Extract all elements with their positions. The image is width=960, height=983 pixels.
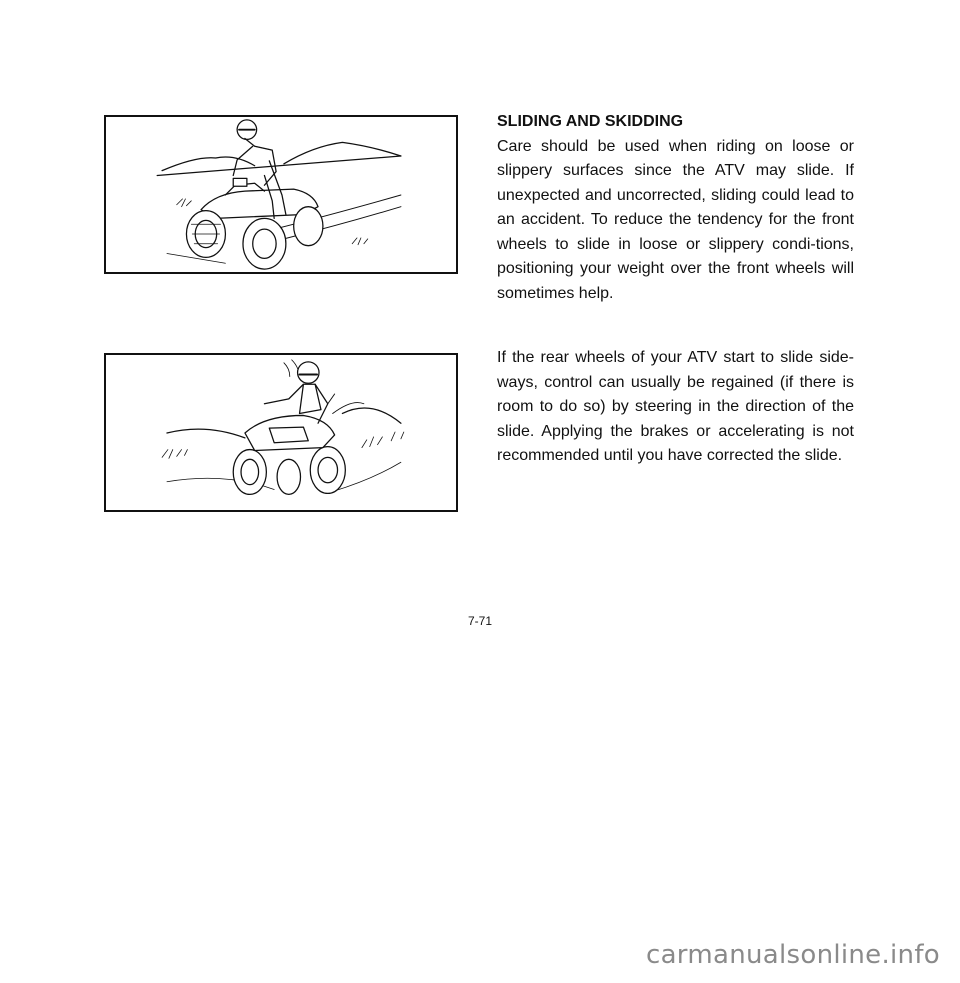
page-number: 7-71 — [467, 614, 493, 628]
watermark-link[interactable]: carmanualsonline.info — [645, 940, 940, 970]
atv-illustration-sideways-slide — [104, 353, 458, 512]
section-body: Care should be used when riding on loose or slippery surfaces since the ATV may slide. If unexpected and uncorrected, sliding could lead to an accident. To reduce the tendency for the front wheels to slide in loose or slippery condi-tions, positioning your weight over the front wheels will sometimes help. — [497, 137, 854, 302]
sliding-and-skidding-section — [497, 110, 854, 306]
rear-wheel-slide-section — [497, 346, 854, 469]
section-heading: SLIDING AND SKIDDING — [497, 113, 684, 130]
atv-illustration-loose-surface — [104, 115, 458, 274]
section-body: If the rear wheels of your ATV start to slide side-ways, control can usually be regained (if there is room to do so) by steering in the direction of the slide. Applying the brakes or accelerating is not recommended until you have corrected the slide. — [497, 349, 854, 464]
